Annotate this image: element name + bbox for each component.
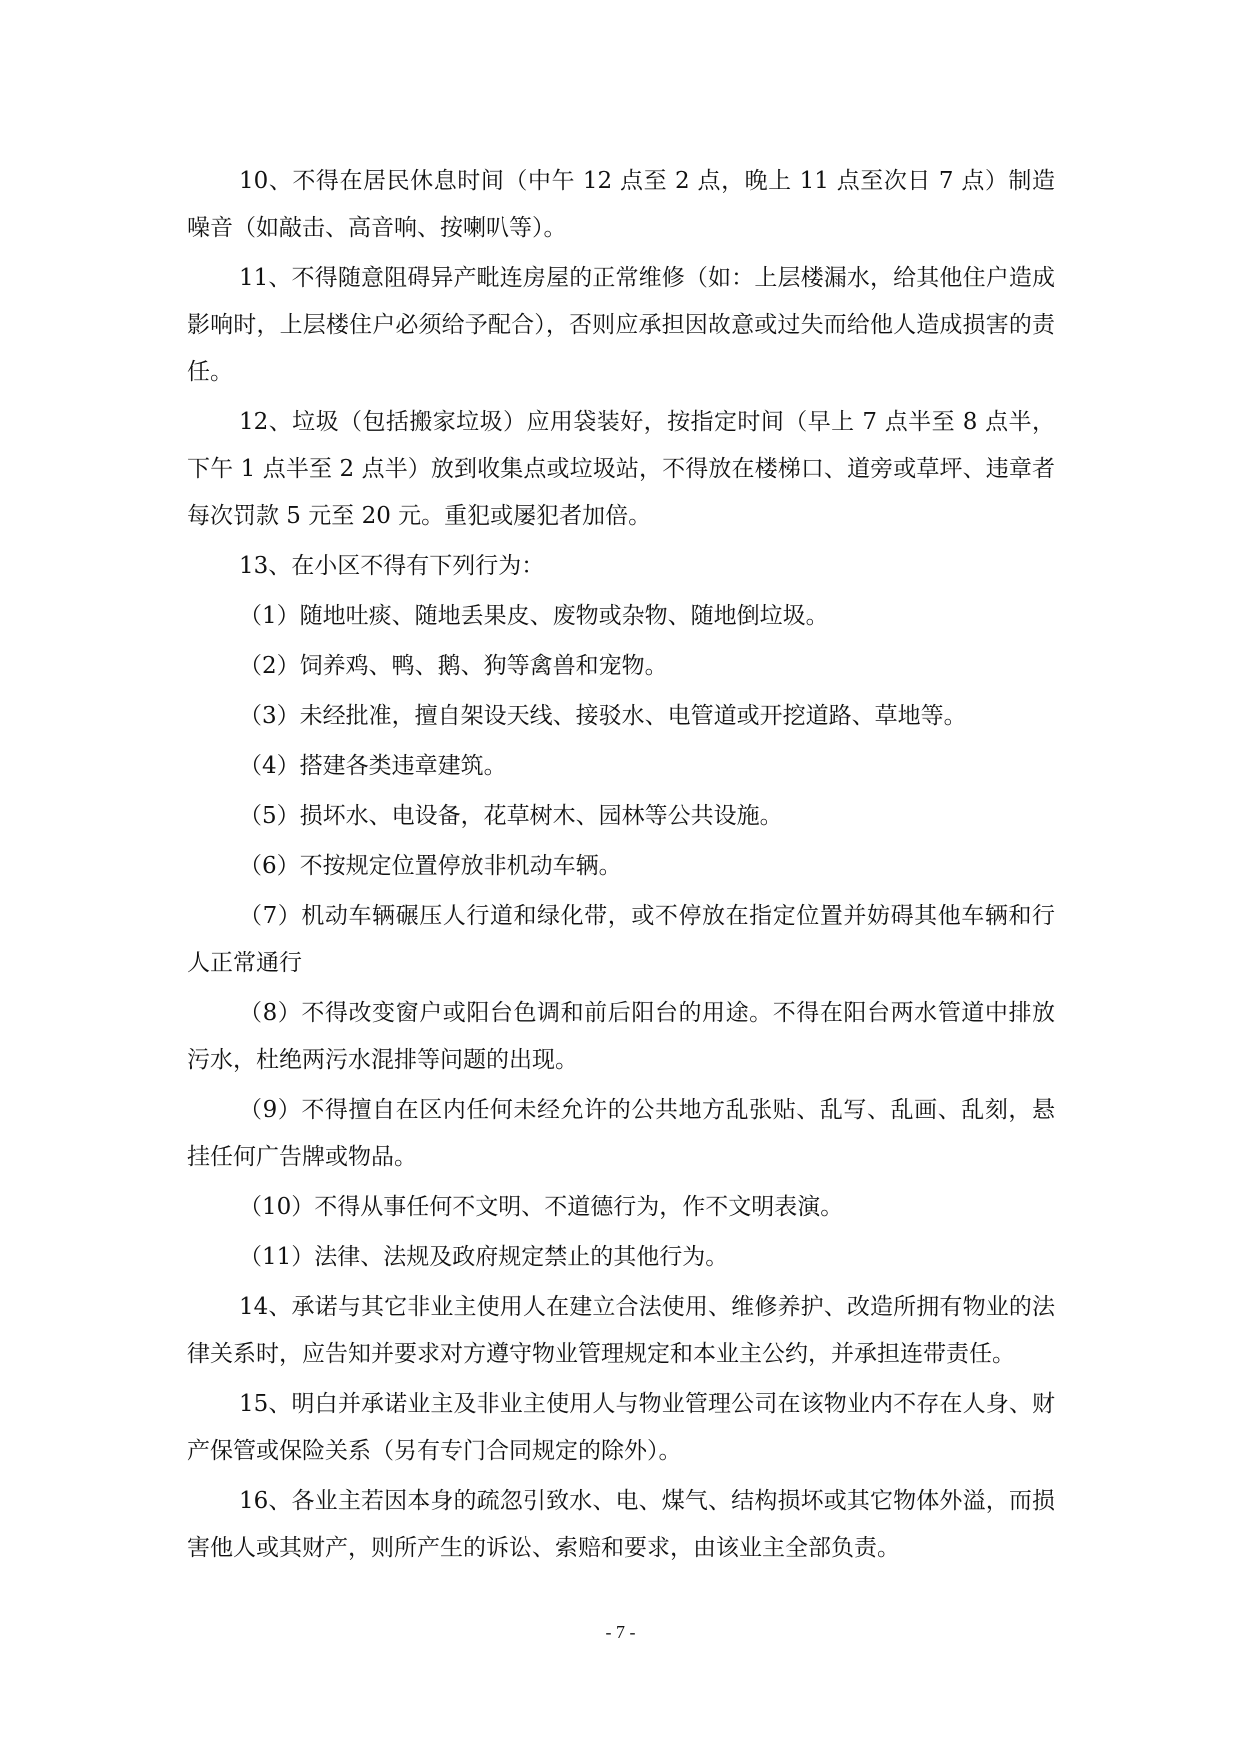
paragraph-p13-6 (187, 843, 1055, 890)
paragraph-p13-11 (187, 1234, 1055, 1281)
text-line: 的法律关系时，应告知并要求对方遵守物业管理规定和本业主公约，并承担连带 (187, 1294, 1055, 1367)
paragraph-p12 (187, 399, 1055, 540)
paragraph-p11 (187, 255, 1055, 396)
text-line: （4）搭建各类违章建筑。 (239, 753, 507, 779)
text-line: 10、不得在居民休息时间（中午 12 点至 2 点，晚上 11 点至次日 7 点）制造 (239, 168, 1055, 194)
text-line: 责任。 (946, 1341, 1015, 1367)
text-line: （10）不得从事任何不文明、不道德行为，作不文明表演。 (239, 1194, 844, 1220)
text-line: 14、承诺与其它非业主使用人在建立合法使用、维修养护、改造所拥有物业 (239, 1294, 1009, 1320)
page-number: - 7 - (605, 1622, 636, 1642)
text-line: 16、各业主若因本身的疏忽引致水、电、煤气、结构损坏或其它物体外溢， (239, 1488, 1009, 1514)
text-line: 成损害的责任。 (187, 312, 1056, 385)
text-line: （8）不得改变窗户或阳台色调和前后阳台的用途。不得在阳台两水管道中 (239, 1000, 1009, 1026)
paragraph-p13-2 (187, 643, 1055, 690)
text-line: （11）法律、法规及政府规定禁止的其他行为。 (239, 1244, 729, 1270)
paragraph-p13-5 (187, 793, 1055, 840)
text-line: （1）随地吐痰、随地丢果皮、废物或杂物、随地倒垃圾。 (239, 603, 829, 629)
paragraph-p13-9 (187, 1087, 1055, 1181)
paragraph-p13-3 (187, 693, 1055, 740)
text-line: （7）机动车辆碾压人行道和绿化带，或不停放在指定位置并妨碍其他车辆 (239, 903, 1009, 929)
paragraph-p15 (187, 1381, 1055, 1475)
text-line: 13、在小区不得有下列行为： (239, 553, 545, 579)
paragraph-p13-8 (187, 990, 1055, 1084)
text-line: 15、明白并承诺业主及非业主使用人与物业管理公司在该物业内不存在人身、 (239, 1391, 1032, 1417)
paragraph-p14 (187, 1284, 1055, 1378)
text-line: 12、垃圾（包括搬家垃圾）应用袋装好，按指定时间（早上 7 点半至 8 点半， (239, 409, 1055, 435)
text-line: 章者每次罚款 5 元至 20 元。重犯或屡犯者加倍。 (187, 456, 1056, 529)
paragraph-p10 (187, 158, 1055, 252)
text-line: （9）不得擅自在区内任何未经允许的公共地方乱张贴、乱写、乱画、乱刻， (239, 1097, 1032, 1123)
paragraph-p13-4 (187, 743, 1055, 790)
paragraph-p13-10 (187, 1184, 1055, 1231)
paragraph-p13-1 (187, 593, 1055, 640)
text-line: 而损害他人或其财产，则所产生的诉讼、索赔和要求，由该业主全部负责。 (187, 1488, 1055, 1561)
text-line: （5）损坏水、电设备，花草树木、园林等公共设施。 (239, 803, 783, 829)
text-line: 和行人正常通行 (187, 903, 1056, 976)
text-line: （6）不按规定位置停放非机动车辆。 (239, 853, 622, 879)
text-line: 下午 1 点半至 2 点半）放到收集点或垃圾站，不得放在楼梯口、道旁或草坪、违 (187, 456, 1009, 482)
text-line: 噪音（如敲击、高音响、按喇叭等）。 (187, 215, 567, 241)
document-body (187, 158, 1055, 1572)
paragraph-p13-7 (187, 893, 1055, 987)
text-line: 财产保管或保险关系（另有专门合同规定的除外）。 (187, 1391, 1055, 1464)
text-line: 悬挂任何广告牌或物品。 (187, 1097, 1055, 1170)
text-line: 造成影响时，上层楼住户必须给予配合），否则应承担因故意或过失而给他人造 (187, 265, 1055, 338)
text-line: （3）未经批准，擅自架设天线、接驳水、电管道或开挖道路、草地等。 (239, 703, 967, 729)
paragraph-p13 (187, 543, 1055, 590)
text-line: 排放污水，杜绝两污水混排等问题的出现。 (187, 1000, 1056, 1073)
text-line: （2）饲养鸡、鸭、鹅、狗等禽兽和宠物。 (239, 653, 668, 679)
text-line: 11、不得随意阻碍异产毗连房屋的正常维修（如：上层楼漏水，给其他住户 (239, 265, 1009, 291)
paragraph-p16 (187, 1478, 1055, 1572)
